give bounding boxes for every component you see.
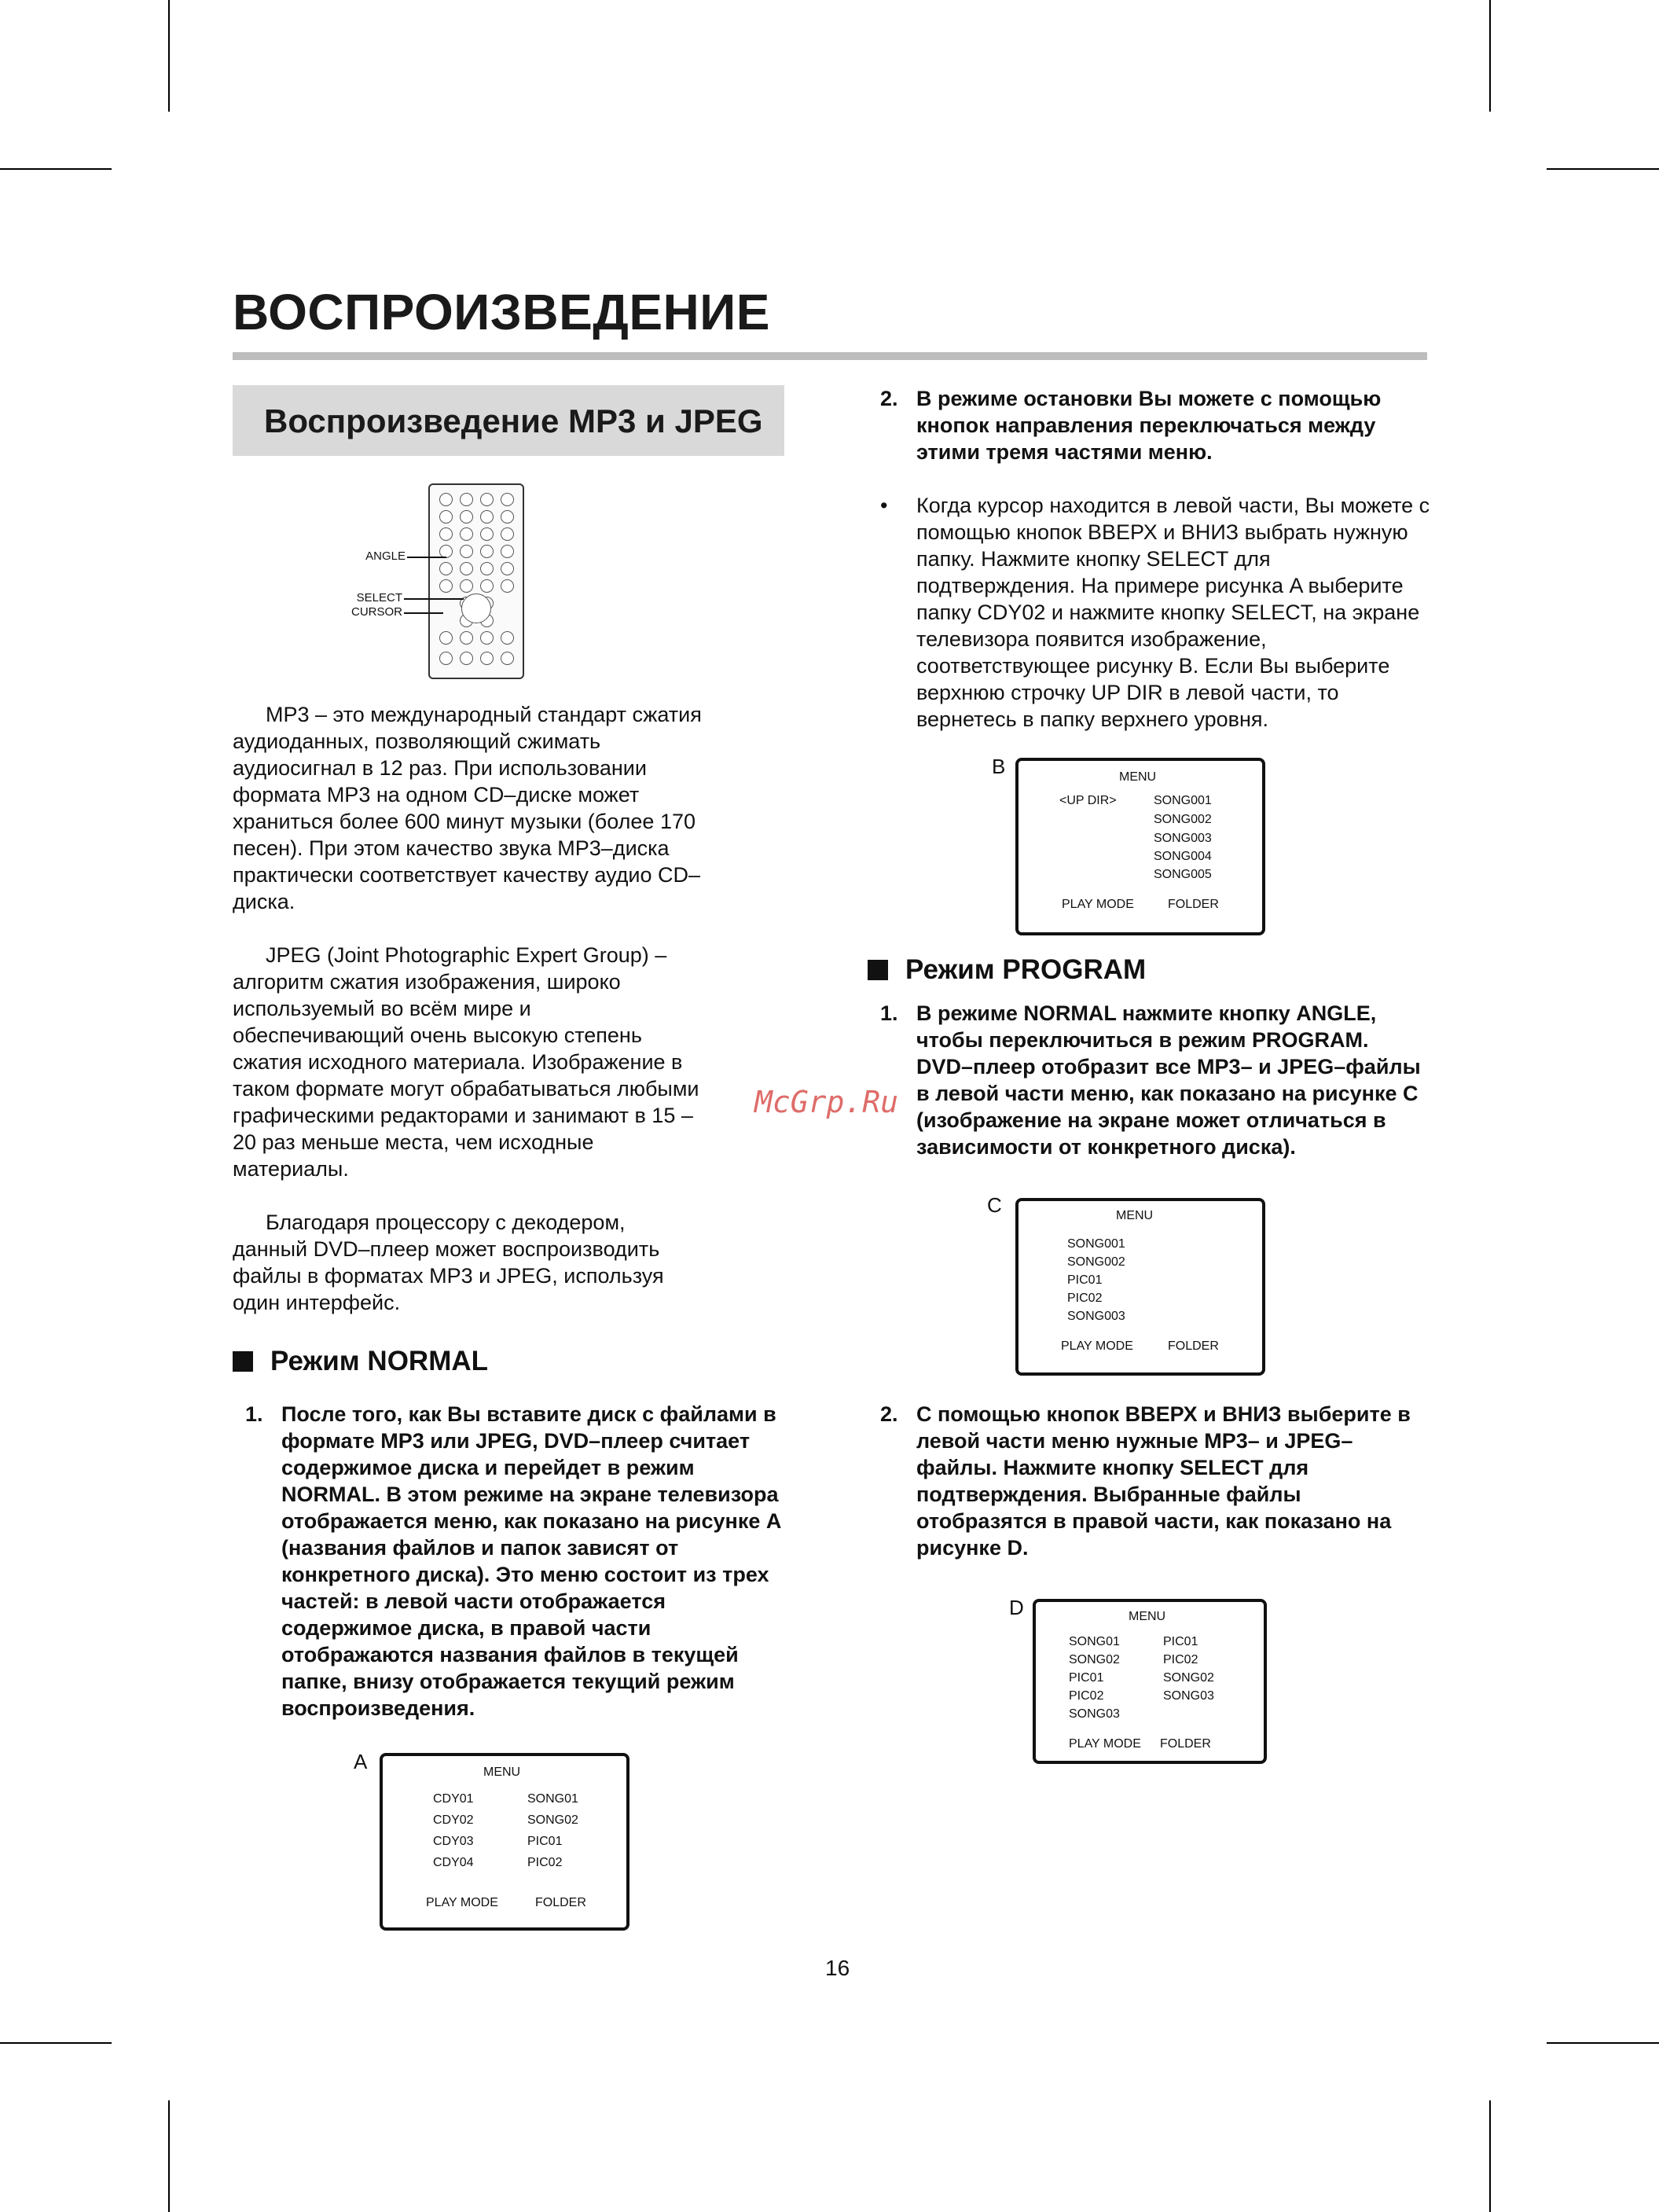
square-bullet-icon: [233, 1351, 253, 1372]
folder-item: CDY04: [433, 1856, 474, 1869]
remote-button-icon: [480, 493, 494, 506]
figure-letter-c: C: [987, 1193, 1002, 1217]
crop-mark: [1489, 0, 1491, 112]
remote-button-icon: [460, 545, 473, 558]
remote-button-icon: [439, 652, 453, 665]
cursor-left-bullet: • Когда курсор находится в левой части, Вы можете с помощью кнопок ВВЕРХ и ВНИЗ выбрать нужную папку. Нажмите кнопку SELECT для подтверждения. На примере рисунка A выберите папку CDY02 и нажмите кнопку SELECT, на экране телевизора появится изображение, соответствующее рисунку B. Если Вы выберите верхнюю строчку UP DIR в левой части, то вернетесь в папку верхнего уровня.: [880, 494, 1430, 731]
folder-item: <UP DIR>: [1059, 794, 1117, 807]
menu-title: MENU: [1116, 1209, 1154, 1222]
file-item: SONG02: [1069, 1653, 1120, 1666]
jpeg-paragraph: JPEG (Joint Photographic Expert Group) – алгоритм сжатия изображения, широко используемый во всём мире и обеспечивающий очень высокую степень сжатия исходного материала. Изображение в таком формате могут обрабатываться любыми графическими редакторами и занимают в 15 – 20 раз меньше места, чем исходные материалы.: [233, 943, 699, 1181]
folder-item: CDY01: [433, 1792, 474, 1806]
mp3-paragraph: MP3 – это международный стандарт сжатия аудиоданных, позволяющий сжимать аудиосигнал в 12 раз. При использовании формата MP3 на одном CD–диске может храниться более 600 минут музыки (более 170 песен). При этом качество звука MP3–диска практически соответствует качеству аудио CD–диска.: [233, 703, 702, 913]
figure-letter-b: B: [992, 755, 1006, 778]
menu-screen-c: [1015, 1198, 1265, 1376]
remote-button-icon: [480, 545, 494, 558]
file-item: SONG004: [1154, 850, 1212, 863]
crop-mark: [168, 0, 170, 112]
file-item: PIC02: [1069, 1689, 1104, 1703]
angle-label: ANGLE: [365, 549, 406, 563]
remote-button-icon: [460, 652, 473, 665]
file-item: SONG001: [1154, 794, 1212, 807]
page-number: 16: [825, 1956, 850, 1980]
selected-file-item: PIC02: [1163, 1653, 1198, 1666]
remote-button-icon: [460, 493, 473, 506]
remote-button-icon: [460, 579, 473, 593]
folder-label: FOLDER: [1168, 1339, 1219, 1353]
program-step-1: 1. В режиме NORMAL нажмите кнопку ANGLE, чтобы переключиться в режим PROGRAM. DVD–плеер отобразит все MP3– и JPEG–файлы в левой части меню, как показано на рисунке C (изображение на экране может отличаться в зависимости от конкретного диска).: [880, 1001, 1421, 1159]
select-cursor-button-icon: [461, 593, 491, 623]
menu-screen-d: [1033, 1599, 1267, 1764]
play-mode-label: PLAY MODE: [1061, 1339, 1133, 1353]
normal-mode-heading: Режим NORMAL: [233, 1346, 488, 1377]
file-item: SONG01: [1069, 1635, 1120, 1648]
file-item: SONG005: [1154, 868, 1212, 881]
remote-button-icon: [480, 562, 494, 575]
file-item: SONG002: [1154, 813, 1212, 826]
menu-screen-a: [380, 1753, 629, 1931]
remote-button-icon: [501, 562, 514, 575]
remote-button-icon: [460, 631, 473, 645]
select-label: SELECT: [356, 591, 402, 604]
remote-button-icon: [460, 527, 473, 541]
program-mode-heading: Режим PROGRAM: [868, 954, 1146, 986]
normal-step-1: 1. После того, как Вы вставите диск с файлами в формате MP3 или JPEG, DVD–плеер считает содержимое диска и перейдет в режим NORMAL. В этом режиме на экране телевизора отображается меню, как показано на рисунке A (названия файлов и папок зависят от конкретного диска). Это меню состоит из трех частей: в левой части отображается содержимое диска, в правой части отображаются названия файлов в текущей папке, внизу отображается текущий режим воспроизведения.: [245, 1402, 781, 1720]
remote-button-icon: [439, 493, 453, 506]
crop-mark: [1489, 2100, 1491, 2212]
file-item: SONG02: [527, 1813, 578, 1827]
normal-step-2: 2. В режиме остановки Вы можете с помощью кнопок направления переключаться между этими тремя частями меню.: [880, 387, 1382, 464]
remote-button-icon: [480, 652, 494, 665]
crop-mark: [0, 168, 112, 170]
square-bullet-icon: [868, 960, 888, 980]
figure-letter-d: D: [1009, 1596, 1024, 1619]
remote-button-icon: [480, 510, 494, 524]
crop-mark: [0, 2042, 112, 2044]
file-item: PIC01: [1069, 1671, 1104, 1685]
remote-button-icon: [501, 652, 514, 665]
menu-title: MENU: [1119, 770, 1157, 784]
file-item: PIC01: [1067, 1273, 1103, 1287]
selected-file-item: SONG03: [1163, 1689, 1214, 1703]
processor-paragraph: Благодаря процессору с декодером, данный DVD–плеер может воспроизводить файлы в форматах MP3 и JPEG, используя один интерфейс.: [233, 1211, 664, 1314]
watermark: McGrp.Ru: [754, 1085, 899, 1119]
file-item: SONG003: [1154, 832, 1212, 845]
select-pointer: [404, 598, 464, 600]
folder-item: CDY03: [433, 1835, 474, 1848]
crop-mark: [1547, 168, 1659, 170]
selected-file-item: SONG02: [1163, 1671, 1214, 1685]
file-item: PIC02: [527, 1856, 563, 1869]
remote-button-icon: [480, 631, 494, 645]
file-item: PIC01: [527, 1835, 563, 1848]
folder-label: FOLDER: [535, 1896, 586, 1909]
remote-button-icon: [480, 527, 494, 541]
folder-item: CDY02: [433, 1813, 474, 1827]
folder-label: FOLDER: [1168, 898, 1219, 911]
remote-button-icon: [460, 510, 473, 524]
file-item: SONG002: [1067, 1255, 1125, 1269]
file-item: SONG01: [527, 1792, 578, 1806]
remote-button-icon: [501, 631, 514, 645]
remote-button-icon: [439, 510, 453, 524]
play-mode-label: PLAY MODE: [426, 1896, 498, 1909]
remote-button-icon: [501, 527, 514, 541]
remote-button-icon: [480, 579, 494, 593]
menu-title: MENU: [1129, 1610, 1166, 1623]
remote-button-icon: [501, 545, 514, 558]
section-title: Воспроизведение MP3 и JPEG: [264, 402, 763, 439]
file-item: SONG001: [1067, 1237, 1125, 1251]
remote-button-icon: [439, 562, 453, 575]
angle-pointer: [407, 557, 446, 558]
play-mode-label: PLAY MODE: [1069, 1737, 1141, 1751]
section-banner: [233, 385, 784, 456]
crop-mark: [1547, 2042, 1659, 2044]
cursor-pointer: [404, 612, 443, 614]
remote-button-icon: [439, 527, 453, 541]
menu-screen-b: [1015, 758, 1265, 935]
program-step-2: 2. С помощью кнопок ВВЕРХ и ВНИЗ выберите в левой части меню нужные MP3– и JPEG–файлы. Нажмите кнопку SELECT для подтверждения. Выбранные файлы отобразятся в правой части, как показано на рисунке D.: [880, 1402, 1411, 1560]
title-rule: [233, 352, 1427, 360]
remote-button-icon: [439, 579, 453, 593]
menu-title: MENU: [483, 1766, 521, 1779]
cursor-label: CURSOR: [351, 605, 402, 619]
remote-button-icon: [501, 510, 514, 524]
crop-mark: [168, 2100, 170, 2212]
page-title: ВОСПРОИЗВЕДЕНИЕ: [233, 284, 770, 340]
remote-button-icon: [501, 579, 514, 593]
figure-letter-a: A: [354, 1750, 368, 1773]
file-item: SONG03: [1069, 1707, 1120, 1721]
file-item: PIC02: [1067, 1292, 1103, 1305]
remote-control-illustration: [428, 483, 524, 679]
selected-file-item: PIC01: [1163, 1635, 1198, 1648]
remote-button-icon: [501, 493, 514, 506]
play-mode-label: PLAY MODE: [1062, 898, 1134, 911]
folder-label: FOLDER: [1160, 1737, 1211, 1751]
remote-button-icon: [460, 562, 473, 575]
file-item: SONG003: [1067, 1310, 1125, 1323]
remote-button-icon: [439, 631, 453, 645]
